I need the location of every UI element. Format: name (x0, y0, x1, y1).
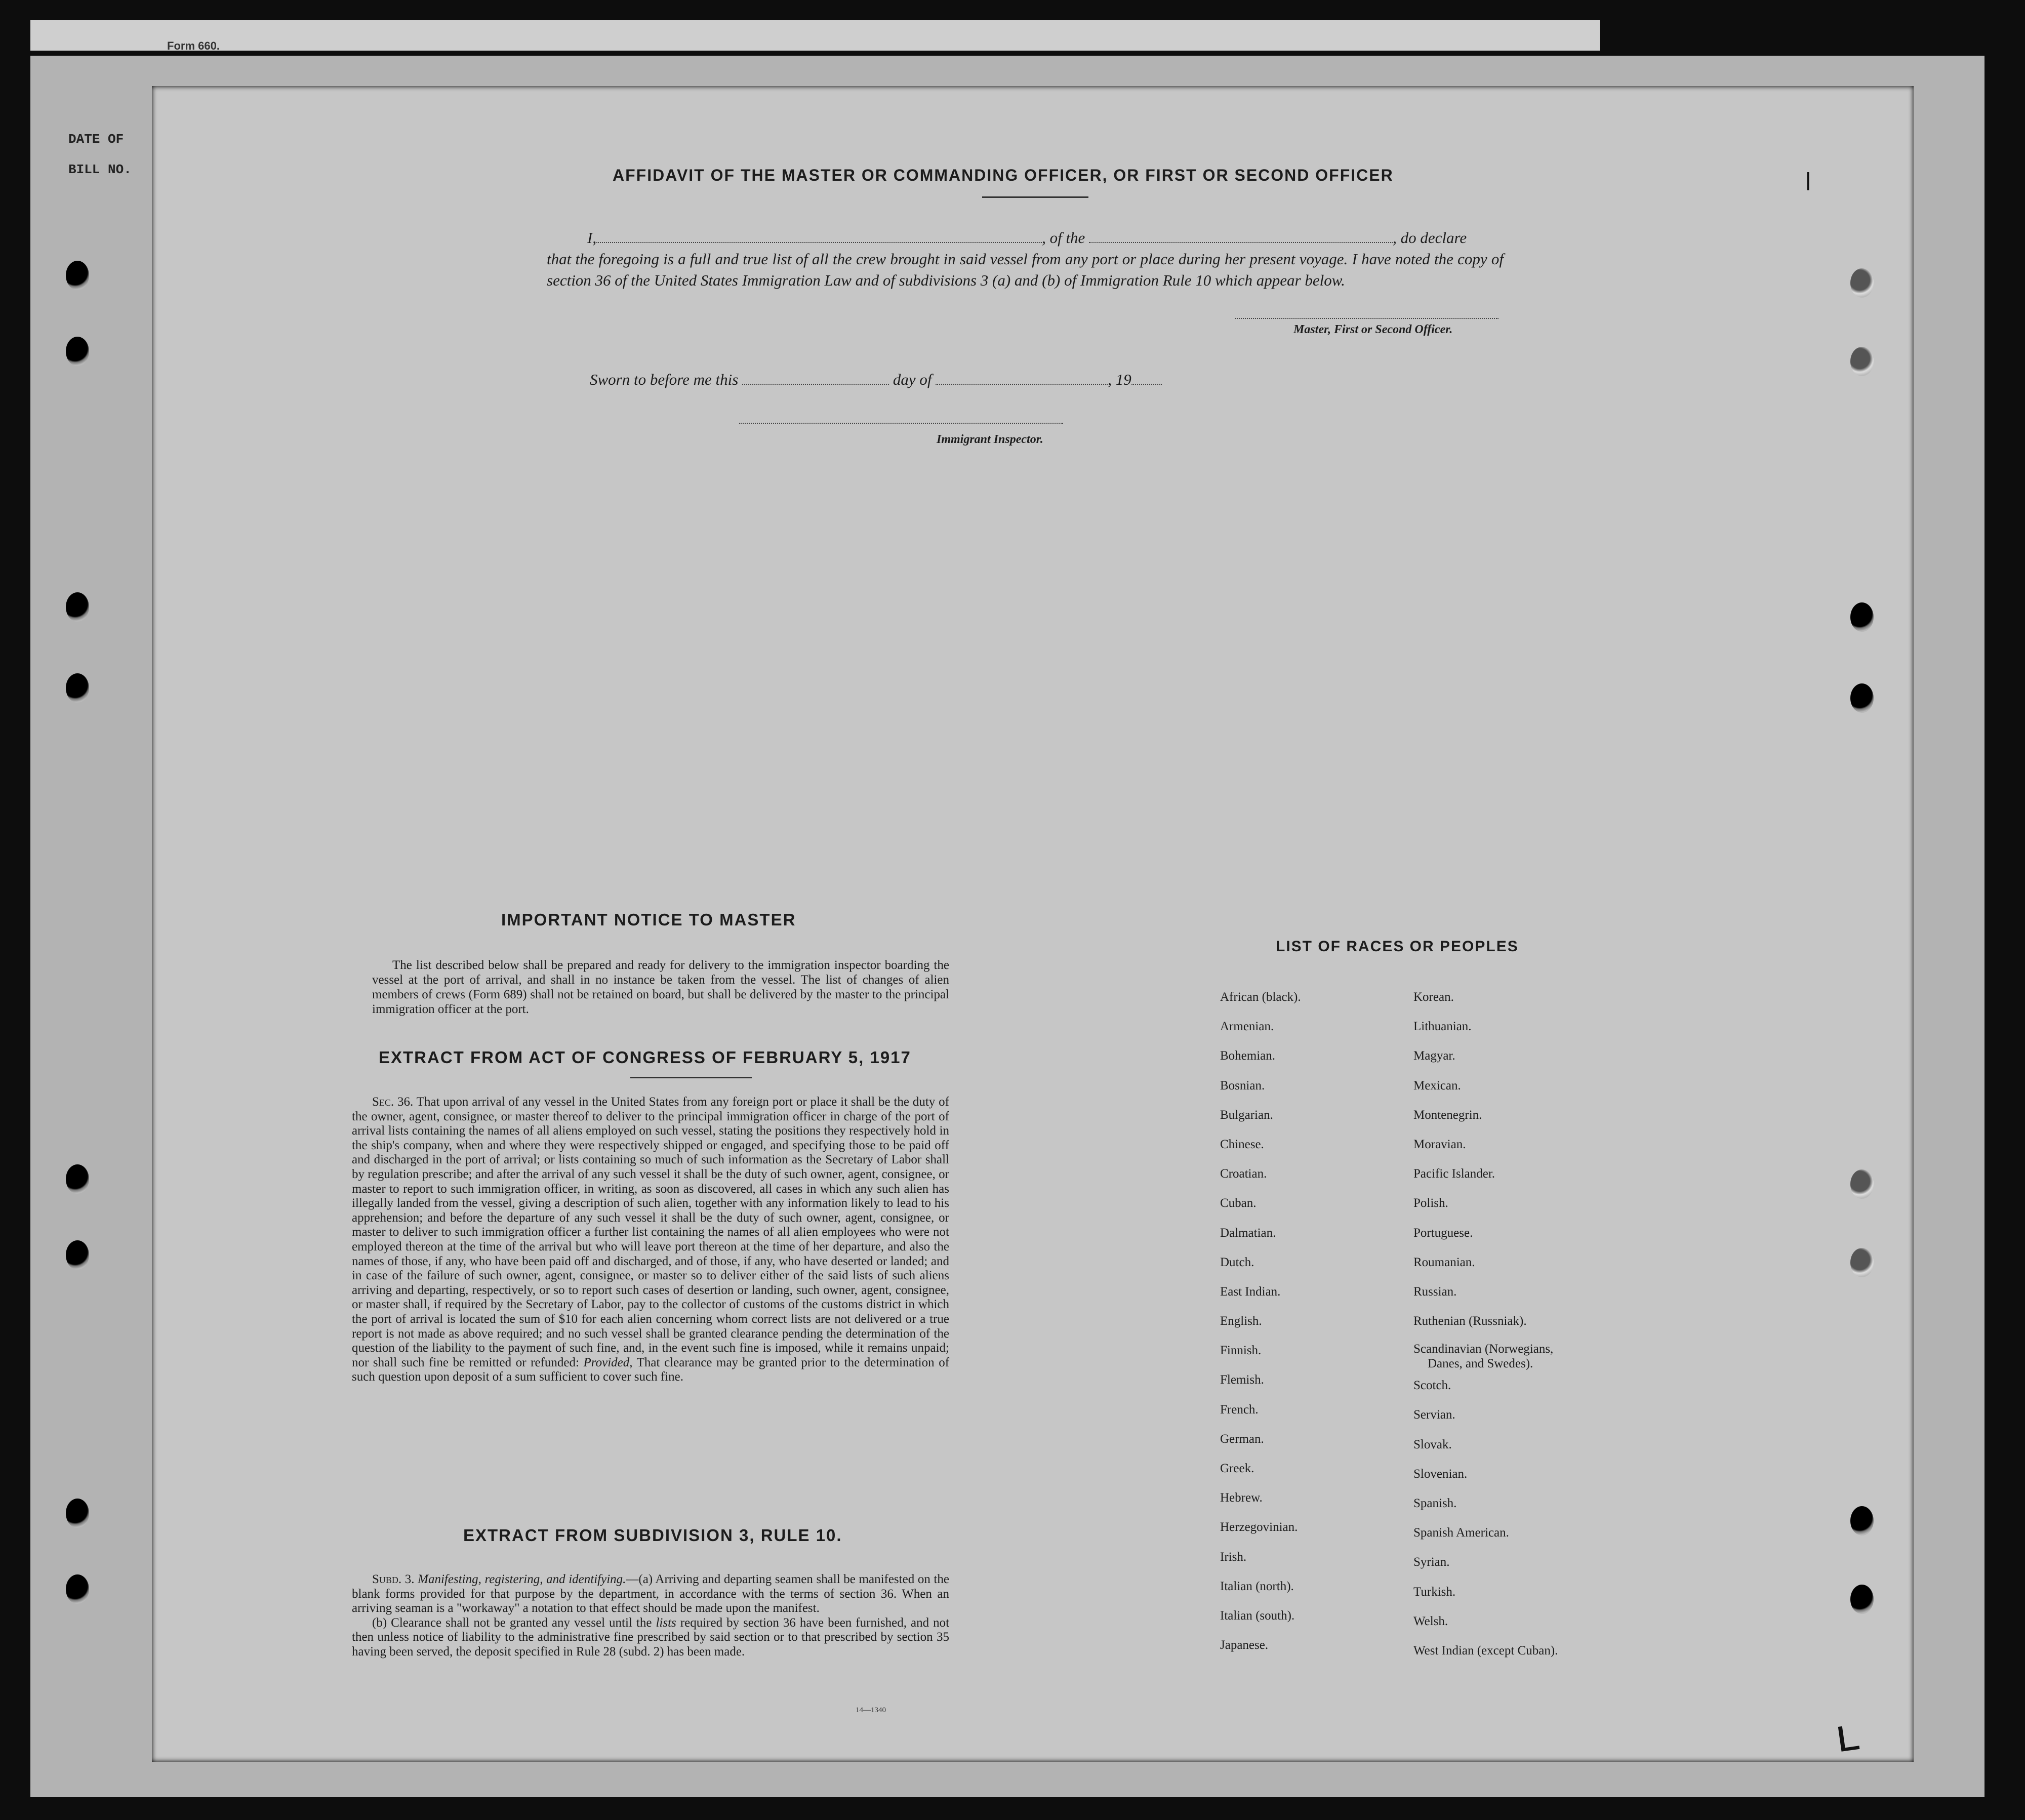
race-item: Slovenian. (1413, 1467, 1468, 1481)
race-item: Italian (north). (1220, 1579, 1294, 1593)
race-item: African (black). (1220, 990, 1301, 1004)
races-left-column (1220, 983, 1301, 1660)
officer-signature-label: Master, First or Second Officer. (1293, 323, 1453, 336)
title-divider (982, 196, 1088, 198)
declaration-of-the: , of the (1042, 229, 1085, 247)
declaration-do-declare: , do declare (1393, 229, 1467, 247)
race-item: Italian (south). (1220, 1608, 1295, 1623)
race-item: Polish. (1413, 1196, 1448, 1210)
notice-text: The list described below shall be prepared and ready for delivery to the immigration inspector boarding the vessel at the port of arrival, and shall in no instance be taken from the vessel. The list of changes of alien members of crews (Form 689) shall not be retained on board, but shall be delivered by the master to the principal immigration officer at the port. (372, 958, 949, 1016)
sworn-day-field[interactable] (742, 369, 889, 385)
form-number: Form 660. (167, 39, 220, 52)
para-b-lists: lists (656, 1615, 676, 1630)
race-item: Welsh. (1413, 1614, 1448, 1628)
subdivision-para-a (352, 1572, 949, 1616)
inspector-signature-label: Immigrant Inspector. (937, 433, 1043, 446)
section-36-proviso: That clearance may be granted prior to the determination of such question upon deposit of a sum sufficient to cover such fine. (352, 1355, 950, 1384)
race-item: French. (1220, 1402, 1259, 1417)
race-item: Bulgarian. (1220, 1108, 1273, 1122)
sworn-year-field[interactable] (1131, 369, 1162, 385)
race-item: Armenian. (1220, 1020, 1274, 1034)
officer-name-field[interactable] (596, 227, 1042, 243)
race-item-line: Danes, and Swedes). (1428, 1357, 1533, 1371)
race-item: Ruthenian (Russniak). (1413, 1314, 1527, 1328)
punch-hole-icon (1850, 1248, 1874, 1277)
para-b-label: (b) (372, 1615, 387, 1630)
print-code: 14—1340 (856, 1706, 886, 1714)
notice-title: IMPORTANT NOTICE TO MASTER (501, 910, 796, 929)
race-item: Portuguese. (1413, 1226, 1473, 1240)
race-item: West Indian (except Cuban). (1413, 1643, 1558, 1657)
rule-extract-title: EXTRACT FROM SUBDIVISION 3, RULE 10. (463, 1526, 842, 1545)
affidavit-declaration (547, 227, 1504, 291)
punch-hole-icon (66, 1164, 89, 1194)
subdivision-label: Subd. 3. (372, 1572, 415, 1586)
race-item: Magyar. (1413, 1049, 1455, 1063)
race-item: Irish. (1220, 1550, 1247, 1564)
sworn-statement (590, 369, 1162, 389)
race-item: Croatian. (1220, 1167, 1267, 1181)
corner-label-bill: BILL NO. (68, 162, 132, 177)
race-item: Bosnian. (1220, 1078, 1265, 1093)
race-item: Dutch. (1220, 1255, 1254, 1269)
race-item: Roumanian. (1413, 1255, 1475, 1269)
punch-hole-icon (66, 592, 89, 622)
rear-sheet-edge (30, 20, 1600, 51)
race-item: Flemish. (1220, 1373, 1264, 1387)
punch-hole-icon (66, 1499, 89, 1528)
sworn-day-of-text: day of (893, 371, 932, 388)
race-item-line: Scandinavian (Norwegians, (1413, 1342, 1554, 1356)
corner-labels (68, 124, 132, 185)
punch-hole-icon (66, 261, 89, 290)
punch-hole-icon (66, 337, 89, 366)
punch-hole-icon (66, 1240, 89, 1270)
race-item: Bohemian. (1220, 1049, 1276, 1063)
inspector-signature-line[interactable] (739, 423, 1063, 424)
race-item: Dalmatian. (1220, 1226, 1276, 1240)
race-item: Lithuanian. (1413, 1020, 1472, 1034)
act-extract-title: EXTRACT FROM ACT OF CONGRESS OF FEBRUARY 5, 1917 (379, 1048, 911, 1067)
race-item: Syrian. (1413, 1555, 1450, 1569)
race-item: Finnish. (1220, 1344, 1262, 1358)
declaration-i: I, (587, 229, 597, 247)
section-36-body: That upon arrival of any vessel in the United States from any foreign port or place it shall be the duty of the owner, agent, consignee, or master thereof to deliver to the principal immigration officer in charge of the port of arrival lists containing the names of all aliens employed on such vessel, stating the positions they respectively hold in the ship's company, when and where they were respectively shipped or engaged, and specifying those to be paid off and discharged in the port of arrival; or lists containing so much of such information as the Secretary of Labor shall by regulation prescribe; and after the arrival of any such vessel it shall be the duty of such owner, agent, consignee, or master to report to such immigration officer, in writing, as soon as discovered, all cases in which any such alien has illegally landed from the vessel, giving a description of such alien, together with any information likely to lead to his apprehension; and before the departure of any such vessel it shall be the duty of such owner, agent, consignee, or master to deliver to such immigration officer a further list containing the names of all alien employees who were not employed thereon at the time of the arrival but who will leave port thereon at the time of her departure, and also the names of those, if any, who have been paid off and discharged, and of those, if any, who have deserted or landed; and in case of the failure of such owner, agent, consignee, or master so to deliver either of the said lists of such aliens arriving and departing, respectively, or so to report such cases of desertion or landing, such owner, agent, consignee, or master shall, if required by the Secretary of Labor, pay to the collector of customs of the customs district in which the port of arrival is located the sum of $10 for each alien concerning whom correct lists are not delivered or a true report is not made as above required; and no such vessel shall be granted clearance pending the determination of the question of the liability to the payment of such fine, and, in the event such fine is imposed, while it remains unpaid; nor shall such fine be remitted or refunded: (352, 1095, 949, 1369)
race-item: Greek. (1220, 1462, 1254, 1475)
race-item: English. (1220, 1314, 1262, 1328)
race-item: Mexican. (1413, 1078, 1461, 1093)
race-item: Korean. (1413, 990, 1454, 1004)
provided-word: Provided, (583, 1355, 633, 1369)
race-item: Hebrew. (1220, 1491, 1263, 1505)
sworn-month-field[interactable] (936, 369, 1108, 385)
para-b-body-start: Clearance shall not be granted any vessel until the (391, 1615, 652, 1630)
punch-hole-icon (1850, 1169, 1874, 1199)
para-a-label: —(a) (626, 1572, 653, 1586)
sworn-before-text: Sworn to before me this (590, 371, 739, 388)
races-right-column (1413, 983, 1558, 1666)
punch-hole-icon (1850, 1585, 1874, 1614)
race-item: Scotch. (1413, 1379, 1451, 1393)
race-item: Slovak. (1413, 1437, 1452, 1451)
punch-hole-icon (1850, 602, 1874, 632)
races-title: LIST OF RACES OR PEOPLES (1276, 938, 1519, 955)
section-label: Sec. 36. (372, 1095, 414, 1109)
act-extract-divider (630, 1077, 752, 1078)
sworn-year-text: , 19 (1108, 371, 1131, 388)
punch-hole-icon (1850, 268, 1874, 298)
punch-hole-icon (66, 1574, 89, 1604)
race-item: Herzegovinian. (1220, 1520, 1298, 1534)
affidavit-title: AFFIDAVIT OF THE MASTER OR COMMANDING OFFICER, OR FIRST OR SECOND OFFICER (613, 166, 1394, 184)
declaration-body: that the foregoing is a full and true list of all the crew brought in said vessel from any port or place during her present voyage. I have noted the copy of section 36 of the United States Immigration Law and of subdivisions 3 (a) and (b) of Immigration Rule 10 which appear below. (547, 250, 1504, 289)
punch-hole-icon (1850, 347, 1874, 376)
race-item: Turkish. (1413, 1585, 1456, 1599)
subdivision-3-text (352, 1572, 949, 1660)
corner-label-date: DATE OF (68, 132, 124, 147)
officer-signature-line[interactable] (1235, 318, 1498, 319)
punch-hole-icon (1850, 1506, 1874, 1535)
race-item: Spanish. (1413, 1497, 1457, 1510)
handwritten-numeral-mark: ʟ (1831, 1707, 1862, 1763)
subdivision-para-b (352, 1616, 949, 1660)
para-a-body: Arriving and departing seamen shall be manifested on the blank forms provided for that purpose by the department, in accordance with the terms of section 36. When an arriving seaman is a "workaway" a notation to that effect should be made upon the manifest. (352, 1572, 949, 1615)
race-item: Servian. (1413, 1408, 1455, 1422)
vessel-name-field[interactable] (1089, 227, 1393, 243)
race-item: Montenegrin. (1413, 1108, 1482, 1122)
race-item: Russian. (1413, 1284, 1457, 1299)
race-item: Japanese. (1220, 1638, 1269, 1652)
para-b-body-end: required by section 36 have been furnished, and not then unless notice of liability to the administrative fine prescribed by said section or to that prescribed by section 35 having been served, the deposit specified in Rule 28 (subd. 2) has been made. (352, 1615, 950, 1659)
race-item: German. (1220, 1432, 1264, 1446)
handwritten-tick-mark: | (1805, 170, 1812, 190)
subdivision-heading: Manifesting, registering, and identifying. (418, 1572, 626, 1586)
punch-hole-icon (66, 673, 89, 703)
race-item: East Indian. (1220, 1284, 1281, 1299)
punch-hole-icon (1850, 683, 1874, 713)
race-item: Moravian. (1413, 1137, 1466, 1151)
race-item: Cuban. (1220, 1196, 1257, 1210)
section-36-text (352, 1095, 949, 1385)
affidavit-page (152, 86, 1914, 1762)
race-item-scandinavian (1413, 1336, 1558, 1371)
race-item: Pacific Islander. (1413, 1167, 1495, 1181)
race-item: Chinese. (1220, 1137, 1264, 1151)
race-item: Spanish American. (1413, 1526, 1509, 1540)
